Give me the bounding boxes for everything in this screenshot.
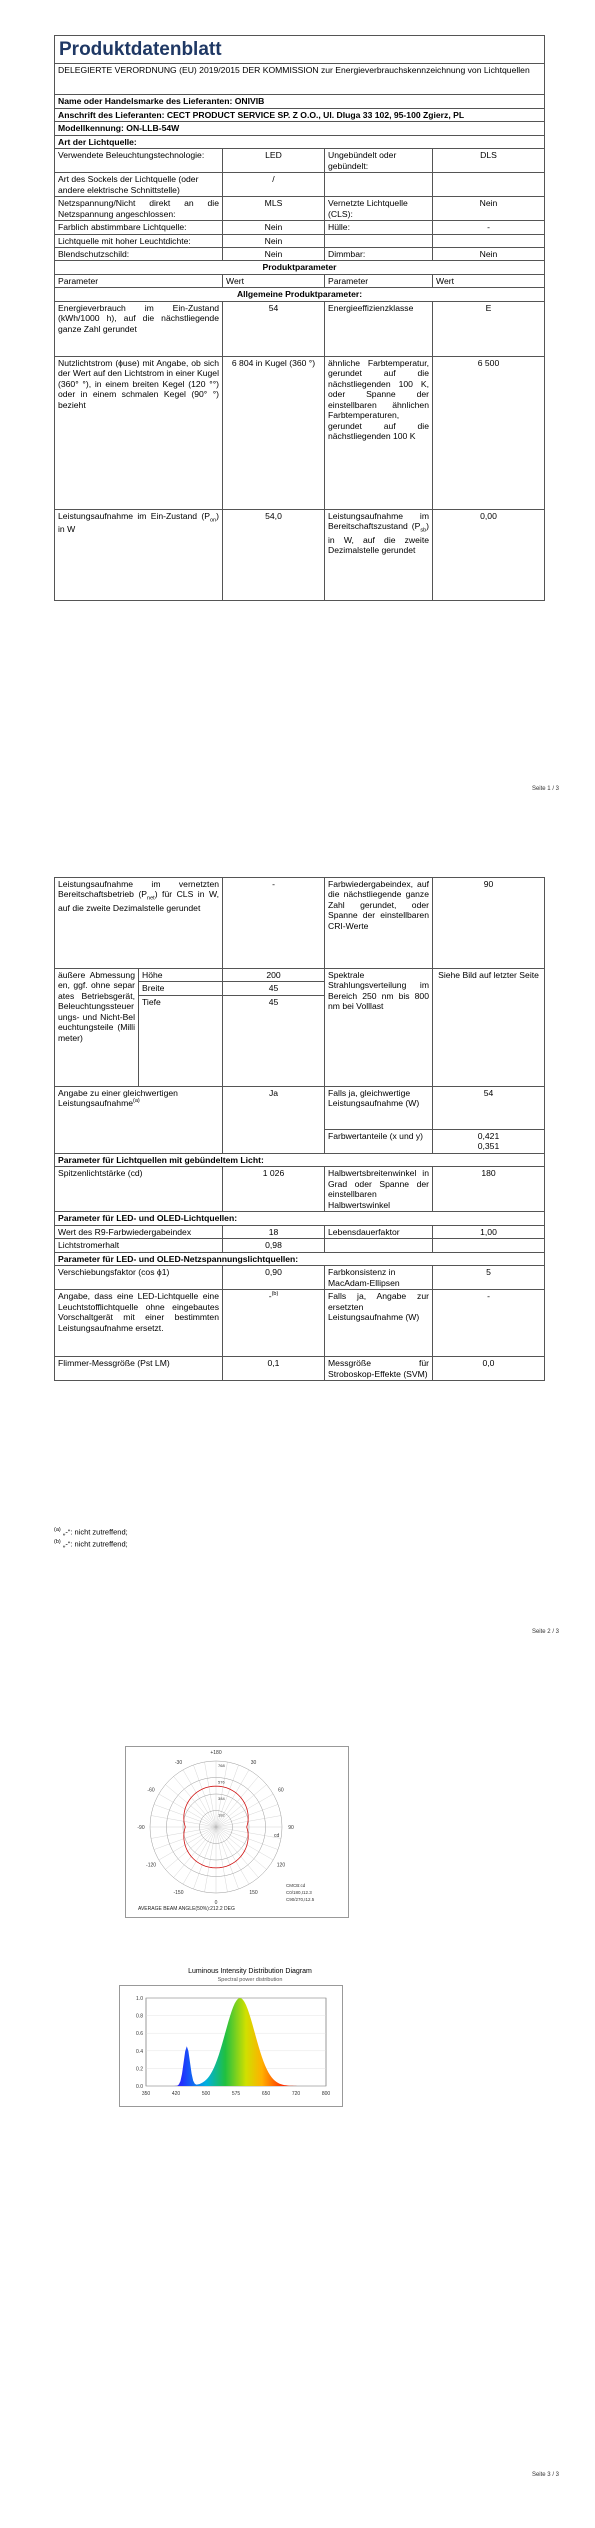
fluorescent-replacement-claim-value: -$^{(b)}$	[223, 1290, 325, 1357]
polar-footer: AVERAGE BEAM ANGLE(50%):212.2 DEG	[138, 1906, 235, 1912]
polar-ring-label: 192	[218, 1812, 225, 1818]
polar-ring-label: 768	[218, 1763, 225, 1768]
column-header-parameter: Parameter	[55, 274, 223, 287]
regulation-text: DELEGIERTE VERORDNUNG (EU) 2019/2015 DER KOMMISSION zur Energieverbrauchskennzeichnung von Lichtquellen	[55, 64, 545, 95]
stroboscopic-metric-value: 0,0	[433, 1357, 545, 1381]
chromaticity-y: 0,351	[477, 1141, 500, 1152]
page-1	[0, 0, 595, 843]
beam-angle-label: Halbwertsbreitenwinkel in Grad oder Spanne der einstellbaren Halbwertswinkel	[325, 1167, 433, 1212]
flicker-metric-label: Flimmer-Messgröße (Pst LM)	[55, 1357, 223, 1381]
directional-value: DLS	[433, 149, 545, 173]
chromaticity-label: Farbwertanteile (x und y)	[325, 1129, 433, 1153]
colour-temperature-value: 6 500	[433, 356, 545, 509]
spectrum-x-tick: 420	[171, 2091, 181, 2097]
outer-dimensions-label: äußere Abmessungen, ggf. ohne separates Betriebsgerät, Beleuchtungssteuerungs- und Nicht-Beleuchtungsteile (Millimeter)	[55, 969, 139, 1087]
colour-tunable-value: Nein	[223, 221, 325, 234]
spectrum-x-tick: 720	[291, 2091, 301, 2097]
cap-type-value: /	[223, 173, 325, 197]
supplier-address: Anschrift des Lieferanten: CECT PRODUCT SERVICE SP. Z O.O., Ul. Dluga 33 102, 95-100 Zgierz, PL	[55, 108, 545, 121]
colour-temperature-label: ähnliche Farbtemperatur, gerundet auf die nächstliegenden 100 K, oder Spanne der einstellbaren ähnlichen Farbtemperaturen, gerundet auf die nächstliegenden 100 K	[325, 356, 433, 509]
width-value: 45	[223, 982, 325, 995]
spectrum-x-tick: 500	[201, 2091, 211, 2097]
page-2	[0, 843, 595, 1686]
spectrum-y-tick: 0.2	[136, 2066, 143, 2073]
polar-legend-entry: C0/180,I12.3	[286, 1890, 312, 1895]
product-data-table-part-1	[54, 35, 545, 601]
spectrum-x-tick: 800	[321, 2091, 331, 2097]
r9-index-label: Wert des R9-Farbwiedergabeindex	[55, 1225, 223, 1238]
document-title: Produktdatenblatt	[55, 36, 545, 64]
footnote-a: $^{(a)}$ „-“: nicht zutreffend;	[54, 1527, 128, 1537]
envelope-label: Hülle:	[325, 221, 433, 234]
lumen-maintenance-value: 0,98	[223, 1239, 325, 1252]
cls-label: Vernetzte Lichtquelle (CLS):	[325, 197, 433, 221]
replaced-power-value: -	[433, 1290, 545, 1357]
spectral-power-distribution-chart	[119, 1985, 343, 2107]
width-label: Breite	[139, 982, 223, 995]
product-parameters-heading: Produktparameter	[55, 261, 545, 274]
height-label: Höhe	[139, 969, 223, 982]
technology-value: LED	[223, 149, 325, 173]
page-number: Seite 1 / 3	[531, 786, 559, 792]
standby-power-label: Leistungsaufnahme im Bereitschaftszustand $(P_{sb})$ in W, auf die zweite Dezimalstelle gerundet	[325, 509, 433, 600]
footnotes	[54, 1526, 128, 1550]
spectral-distribution-value: Siehe Bild auf letzter Seite	[433, 969, 545, 1087]
peak-intensity-value: 1 026	[223, 1167, 325, 1212]
spectrum-y-tick: 1.0	[136, 1996, 143, 2002]
depth-value: 45	[223, 995, 325, 1086]
polar-angle-label: -90	[137, 1825, 145, 1831]
spectrum-y-tick: 0.0	[136, 2084, 143, 2090]
column-header-value: Wert	[223, 274, 325, 287]
product-data-table-part-2	[54, 877, 545, 1381]
general-parameters-heading: Allgemeine Produktparameter:	[55, 288, 545, 301]
survival-factor-label: Lebensdauerfaktor	[325, 1225, 433, 1238]
displacement-factor-value: 0,90	[223, 1266, 325, 1290]
energy-consumption-label: Energieverbrauch im Ein-Zustand (kWh/1000 h), auf die nächstliegende ganze Zahl gerundet	[55, 301, 223, 356]
polar-angle-label: 120	[276, 1862, 286, 1869]
supplier-name: Name oder Handelsmarke des Lieferanten: ONIVIB	[55, 95, 545, 108]
spectrum-y-tick: 0.8	[136, 2013, 143, 2020]
dimmable-value: Nein	[433, 247, 545, 260]
on-mode-power-value: 54,0	[223, 509, 325, 600]
mains-led-parameters-heading: Parameter für LED- und OLED-Netzspannungslichtquellen:	[55, 1252, 545, 1265]
chromaticity-values	[433, 1129, 545, 1153]
polar-angle-label: 150	[249, 1889, 258, 1896]
stroboscopic-metric-label: Messgröße für Stroboskop-Effekte (SVM)	[325, 1357, 433, 1381]
polar-legend-entry: C90/270,I12.5	[286, 1897, 315, 1902]
envelope-value: -	[433, 221, 545, 234]
page-number: Seite 3 / 3	[531, 2472, 559, 2478]
chromaticity-x: 0,421	[477, 1130, 500, 1141]
polar-diagram-caption: Luminous Intensity Distribution Diagram	[188, 1968, 312, 1975]
fluorescent-replacement-claim-label: Angabe, dass eine LED-Lichtquelle eine Leuchtstofflichtquelle ohne eingebautes Vorschaltgerät mit einer bestimmten Leistungsaufnahme ersetzt.	[55, 1290, 223, 1357]
column-header-value: Wert	[433, 274, 545, 287]
column-header-parameter: Parameter	[325, 274, 433, 287]
anti-glare-value: Nein	[223, 247, 325, 260]
equivalent-power-claim-label: Angabe zu einer gleichwertigen Leistungsaufnahme$^{(a)}$	[55, 1086, 223, 1153]
survival-factor-value: 1,00	[433, 1225, 545, 1238]
polar-angle-label: 30	[250, 1760, 257, 1767]
spectrum-caption: Spectral power distribution	[217, 1977, 283, 1983]
lumen-maintenance-label: Lichtstromerhalt	[55, 1239, 223, 1252]
light-source-type-heading: Art der Lichtquelle:	[55, 135, 545, 148]
directional-parameters-heading: Parameter für Lichtquellen mit gebündeltem Licht:	[55, 1153, 545, 1166]
energy-consumption-value: 54	[223, 301, 325, 356]
polar-diagram-svg	[126, 1747, 348, 1917]
colour-consistency-label: Farbkonsistenz in MacAdam-Ellipsen	[325, 1266, 433, 1290]
polar-unit: cd	[274, 1833, 280, 1839]
polar-ring-label: 384	[218, 1796, 225, 1801]
high-luminance-label: Lichtquelle mit hoher Leuchtdichte:	[55, 234, 223, 247]
spectrum-y-tick: 0.4	[136, 2048, 143, 2055]
polar-angle-label: 0	[214, 1900, 218, 1906]
polar-angle-label: -150	[173, 1889, 184, 1896]
spectrum-x-tick: 650	[261, 2091, 271, 2097]
networked-standby-power-value: -	[223, 878, 325, 969]
energy-class-value: E	[433, 301, 545, 356]
page-number: Seite 2 / 3	[531, 1629, 559, 1635]
equivalent-power-claim-value: Ja	[223, 1086, 325, 1153]
useful-flux-label: Nutzlichtstrom (ɸuse) mit Angabe, ob sich der Wert auf den Lichtstrom in einer Kugel (360° °), in einem breiten Kegel (120 °°) oder in einem schmalen Kegel (90° °) bezieht	[55, 356, 223, 509]
height-value: 200	[223, 969, 325, 982]
spectrum-svg	[120, 1986, 342, 2106]
peak-intensity-label: Spitzenlichtstärke (cd)	[55, 1167, 223, 1212]
beam-angle-value: 180	[433, 1167, 545, 1212]
anti-glare-label: Blendschutzschild:	[55, 247, 223, 260]
equivalent-power-label: Falls ja, gleichwertige Leistungsaufnahme (W)	[325, 1086, 433, 1129]
useful-flux-value: 6 804 in Kugel (360 °)	[223, 356, 325, 509]
on-mode-power-label: Leistungsaufnahme im Ein-Zustand $(P_{on})$ in W	[55, 509, 223, 600]
colour-rendering-index-label: Farbwiedergabeindex, auf die nächstliegende ganze Zahl gerundet, oder Spanne der einstellbaren CRI-Werte	[325, 878, 433, 969]
high-luminance-value: Nein	[223, 234, 325, 247]
mains-label: Netzspannung/Nicht direkt an die Netzspannung angeschlossen:	[55, 197, 223, 221]
mains-value: MLS	[223, 197, 325, 221]
replaced-power-label: Falls ja, Angabe zur ersetzten Leistungsaufnahme (W)	[325, 1290, 433, 1357]
polar-angle-label: 90	[288, 1825, 294, 1831]
footnote-b: $^{(b)}$ „-“: nicht zutreffend;	[54, 1538, 128, 1549]
polar-angle-label: -60	[147, 1787, 155, 1794]
spectrum-x-tick: 575	[231, 2091, 241, 2097]
model-identifier: Modellkennung: ON-LLB-54W	[55, 122, 545, 135]
polar-angle-label: +180	[210, 1750, 222, 1756]
energy-class-label: Energieeffizienzklasse	[325, 301, 433, 356]
spectral-distribution-label: Spektrale Strahlungsverteilung im Bereich 250 nm bis 800 nm bei Volllast	[325, 969, 433, 1087]
luminous-intensity-diagram	[125, 1746, 349, 1918]
spectrum-x-tick: 350	[141, 2091, 151, 2097]
polar-angle-label: -120	[146, 1862, 157, 1869]
polar-angle-label: 60	[278, 1787, 284, 1794]
technology-label: Verwendete Beleuchtungstechnologie:	[55, 149, 223, 173]
directional-label: Ungebündelt oder gebündelt:	[325, 149, 433, 173]
polar-legend-entry: CMCB:cd	[286, 1883, 306, 1888]
flicker-metric-value: 0,1	[223, 1357, 325, 1381]
polar-angle-label: -30	[174, 1760, 183, 1767]
colour-consistency-value: 5	[433, 1266, 545, 1290]
depth-label: Tiefe	[139, 995, 223, 1086]
colour-tunable-label: Farblich abstimmbare Lichtquelle:	[55, 221, 223, 234]
cap-type-label: Art des Sockels der Lichtquelle (oder andere elektrische Schnittstelle)	[55, 173, 223, 197]
polar-ring-label: 576	[218, 1779, 225, 1785]
standby-power-value: 0,00	[433, 509, 545, 600]
colour-rendering-index-value: 90	[433, 878, 545, 969]
spectrum-y-tick: 0.6	[136, 2031, 143, 2038]
equivalent-power-value: 54	[433, 1086, 545, 1129]
cls-value: Nein	[433, 197, 545, 221]
led-parameters-heading: Parameter für LED- und OLED-Lichtquellen:	[55, 1212, 545, 1225]
displacement-factor-label: Verschiebungsfaktor (cos ϕ1)	[55, 1266, 223, 1290]
networked-standby-power-label: Leistungsaufnahme im vernetzten Bereitschaftsbetrieb $(P_{net})$ für CLS in W, auf die zweite Dezimalstelle gerundet	[55, 878, 223, 969]
dimmable-label: Dimmbar:	[325, 247, 433, 260]
r9-index-value: 18	[223, 1225, 325, 1238]
